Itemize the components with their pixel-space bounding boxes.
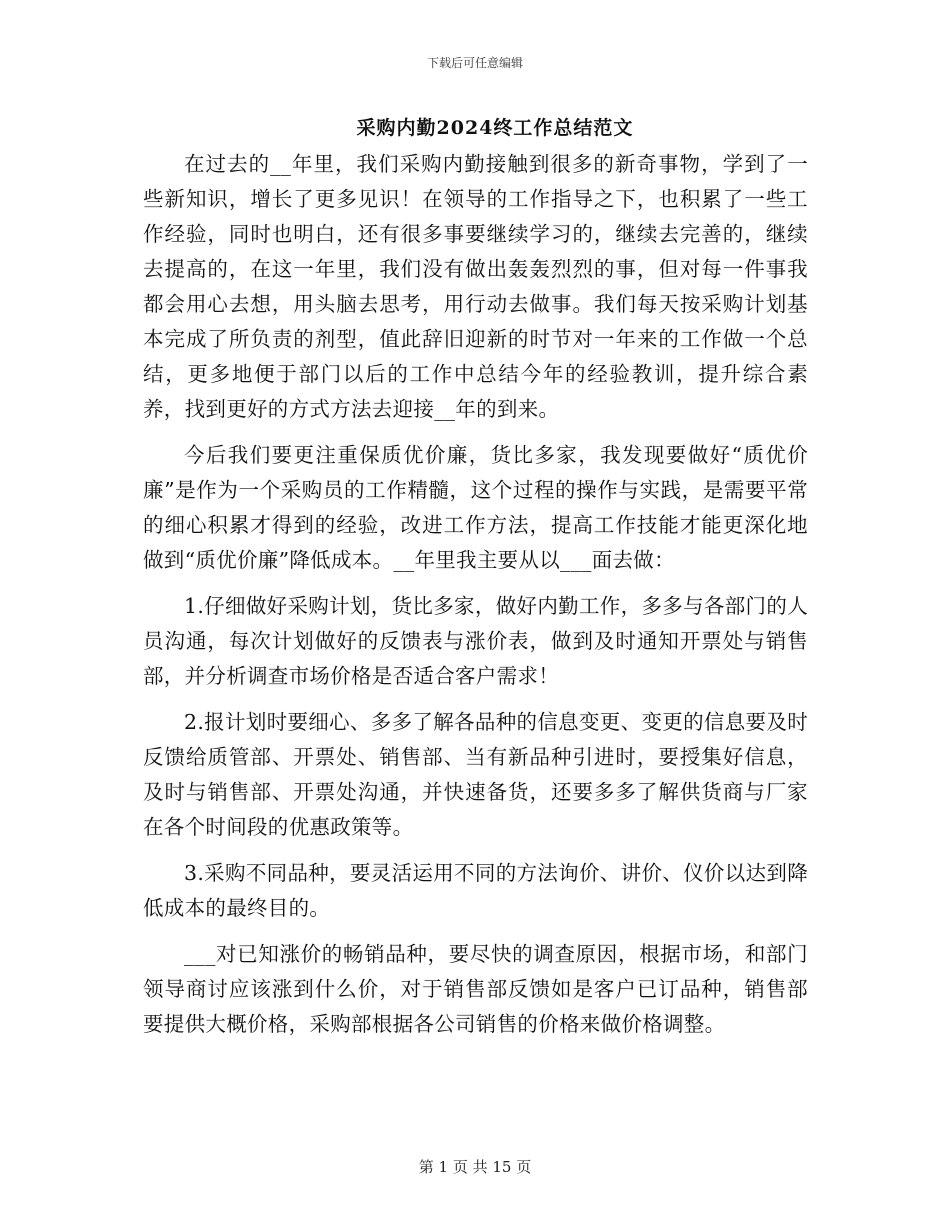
paragraph-intro: 在过去的__年里，我们采购内勤接触到很多的新奇事物，学到了一些新知识，增长了更多见识！在领导的工作指导之下，也积累了一些工作经验，同时也明白，还有很多事要继续学习的，继续去完善的，继续去提高的，在这一年里，我们没有做出轰轰烈烈的事，但对每一件事我都会用心去想，用头脑去思考，用行动去做事。我们每天按采购计划基本完成了所负责的剂型，值此辞旧迎新的时节对一年来的工作做一个总结，更多地便于部门以后的工作中总结今年的经验教训，提升综合素养，找到更好的方式方法去迎接__年的到来。 [143, 152, 808, 421]
paragraph-item-1: 1.仔细做好采购计划，货比多家，做好内勤工作，多多与各部门的人员沟通，每次计划做好的反馈表与涨价表，做到及时通知开票处与销售部，并分析调查市场价格是否适合客户需求！ [143, 594, 808, 688]
paragraph-item-3: 3.采购不同品种，要灵活运用不同的方法询价、讲价、仪价以达到降低成本的最终目的。 [143, 861, 808, 920]
paragraph-price-adjustment: ___对已知涨价的畅销品种，要尽快的调查原因，根据市场，和部门领导商讨应该涨到什么价，对于销售部反馈如是客户已订品种，销售部要提供大概价格，采购部根据各公司销售的价格来做价格调整。 [143, 942, 808, 1036]
document-body [143, 147, 808, 1042]
paragraph-quality-price: 今后我们要更注重保质优价廉，货比多家，我发现要做好“质优价廉”是作为一个采购员的工作精髓，这个过程的操作与实践，是需要平常的细心积累才得到的经验，改进工作方法，提高工作技能才能更深化地做到“质优价廉”降低成本。__年里我主要从以___面去做： [143, 443, 808, 572]
header-note: 下载后可任意编辑 [426, 56, 523, 70]
page-number: 第 1 页 共 15 页 [418, 1158, 532, 1176]
document-title: 采购内勤2024终工作总结范文 [356, 117, 634, 139]
paragraph-item-2: 2.报计划时要细心、多多了解各品种的信息变更、变更的信息要及时反馈给质管部、开票处、销售部、当有新品种引进时，要授集好信息，及时与销售部、开票处沟通，并快速备货，还要多多了解供货商与厂家在各个时间段的优惠政策等。 [143, 710, 808, 839]
